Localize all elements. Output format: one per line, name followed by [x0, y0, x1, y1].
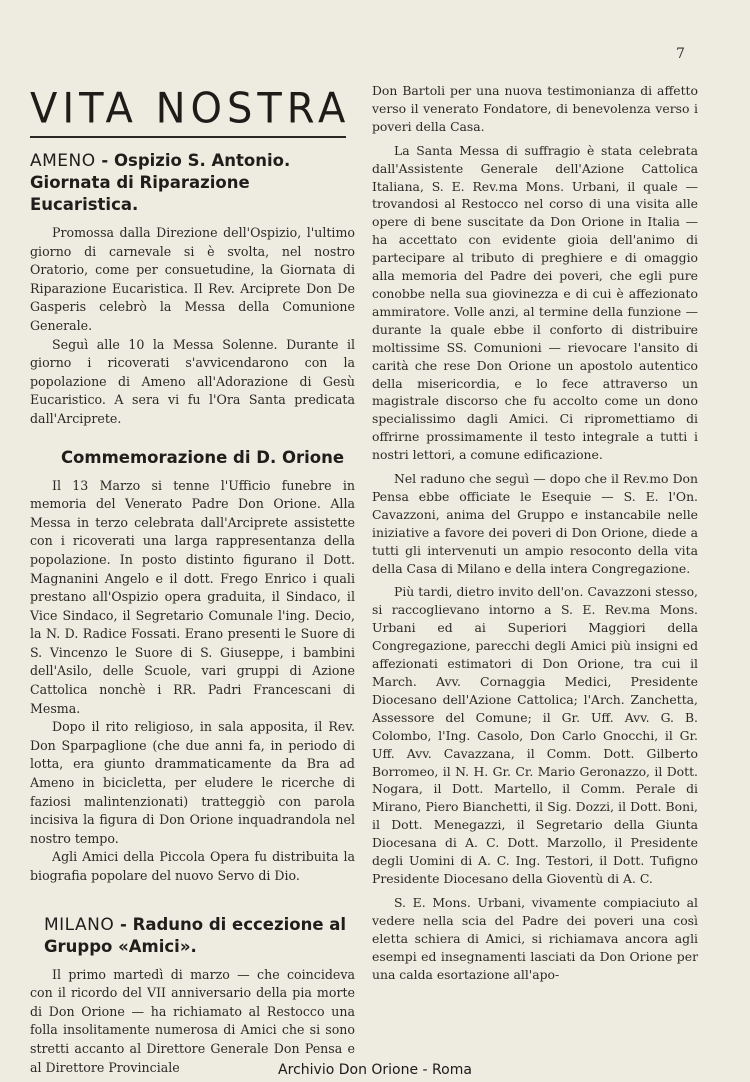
- left-column: [30, 82, 355, 1077]
- ameno-title: - Ospizio S. Antonio. Giornata di Riparazione Eucaristica.: [30, 151, 291, 214]
- milano-place: MILANO: [44, 914, 115, 935]
- commemorazione-paragraph-1: Il 13 Marzo si tenne l'Ufficio funebre in memoria del Venerato Padre Don Orione. Alla Messa in terzo celebrata dall'Arciprete assistette con i ricoverati una larga rappresentanza della popolazione. In posto distinto figurano il Dott. Magnanini Angelo e il dott. Frego Enrico i quali prestano all'Ospizio opera graduita, il Sindaco, il Vice Sindaco, il Segretario Comunale l'ing. Decio, la N. D. Radice Fossati. Erano presenti le Suore di S. Vincenzo le Suore di S. Giuseppe, i bambini dell'Asilo, delle Scuole, vari gruppi di Azione Cattolica nonchè i RR. Padri Francescani di Mesma.: [30, 477, 355, 716]
- ameno-heading: [30, 150, 355, 216]
- milano-paragraph-urbani: S. E. Mons. Urbani, vivamente compiaciuto al vedere nella scia del Padre dei poveri una così eletta schiera di Amici, si richiamava ancora agli esempi ed insegnamenti lasciati da Don Orione per una calda esortazione all'apo-: [372, 894, 698, 982]
- milano-paragraph-messa: La Santa Messa di suffragio è stata celebrata dall'Assistente Generale dell'Azione Cattolica Italiana, S. E. Rev.ma Mons. Urbani, il quale — trovandosi al Restocco nel corso di una visita alle opere di bene suscitate da Don Orione in Italia — ha accettato con evidente gioia dell'animo di partecipare al tributo di preghiere e di omaggio alla memoria del Padre dei poveri, che egli pure conobbe nella sua giovinezza e di cui è affezionato ammiratore. Volle anzi, al termine della funzione — durante la quale ebbe il conforto di distribuire moltissime SS. Comunioni — rievocare l'ansito di carità che rese Don Orione un apostolo autentico della misericordia, e lo fece attraverso un magistrale discorso che fu accolto come un dono specialissimo dagli Amici. Ci ripromettiamo di offrirne prossimamente il testo integrale a tutti i nostri lettori, a comune edificazione.: [372, 142, 698, 463]
- milano-paragraph-amici: Più tardi, dietro invito dell'on. Cavazzoni stesso, si raccoglievano intorno a S. E. Rev.ma Mons. Urbani ed ai Superiori Maggiori della Congregazione, parecchi degli Amici più insigni ed affezionati estimatori di Don Orione, tra cui il March. Avv. Cornaggia Medici, Presidente Diocesano dell'Azione Cattolica; l'Arch. Zanchetta, Assessore del Comune; il Gr. Uff. Avv. G. B. Colombo, l'Ing. Casolo, Don Carlo Gnocchi, il Gr. Uff. Avv. Cavazzana, il Comm. Dott. Gilberto Borromeo, il N. H. Gr. Cr. Mario Geronazzo, il Dott. Nogara, il Dott. Martello, il Comm. Perale di Mirano, Piero Bianchetti, il Sig. Dozzi, il Dott. Boni, il Dott. Menegazzi, il Segretario della Giunta Diocesana di A. C. Dott. Marzollo, il Presidente degli Uomini di A. C. Ing. Testori, il Dott. Tufigno Presidente Diocesano della Gioventù di A. C.: [372, 584, 698, 886]
- masthead-rule: [30, 136, 346, 138]
- page-number: 7: [676, 46, 685, 62]
- milano-title: - Raduno di eccezione al Gruppo «Amici».: [44, 914, 347, 956]
- milano-continuation: Don Bartoli per una nuova testimonianza di affetto verso il venerato Fondatore, di benevolenza verso i poveri della Casa.: [372, 83, 698, 134]
- commemorazione-paragraph-2: Dopo il rito religioso, in sala apposita, il Rev. Don Sparpaglione (che due anni fa, in periodo di lotta, era giunto drammaticamente da Bra ad Ameno in bicicletta, per eludere le ricerche di faziosi malintenzionati) tratteggiò con parola incisiva la figura di Don Orione inquadrandola nel nostro tempo.: [30, 719, 355, 846]
- archive-footer: Archivio Don Orione - Roma: [278, 1062, 472, 1078]
- milano-heading: [44, 914, 355, 958]
- commemorazione-heading: Commemorazione di D. Orione: [60, 447, 345, 467]
- commemorazione-paragraph-3: Agli Amici della Piccola Opera fu distribuita la biografia popolare del nuovo Servo di Dio.: [30, 849, 355, 883]
- ameno-paragraph-1: Promossa dalla Direzione dell'Ospizio, l'ultimo giorno di carnevale si è svolta, nel nostro Oratorio, come per consuetudine, la Giornata di Riparazione Eucaristica. Il Rev. Arciprete Don De Gasperis celebrò la Messa della Comunione Generale.: [30, 225, 355, 333]
- right-column: [372, 82, 698, 983]
- milano-paragraph-1: Il primo martedì di marzo — che coincideva con il ricordo del VII anniversario della pia morte di Don Orione — ha richiamato al Restocco una folla insolitamente numerosa di Amici che si sono stretti accanto al Direttore Generale Don Pensa e al Direttore Provinciale: [30, 966, 355, 1075]
- milano-paragraph-raduno: Nel raduno che seguì — dopo che il Rev.mo Don Pensa ebbe officiate le Esequie — S. E. l'On. Cavazzoni, anima del Gruppo e instancabile nelle iniziative a favore dei poveri di Don Orione, diede a tutti gli intervenuti un ampio resoconto della vita della Casa di Milano e della intera Congregazione.: [372, 471, 698, 576]
- masthead-title: VITA NOSTRA: [30, 84, 351, 134]
- ameno-place: AMENO: [30, 151, 96, 171]
- ameno-paragraph-2: Seguì alle 10 la Messa Solenne. Durante il giorno i ricoverati s'avvicendarono con la popolazione di Ameno all'Adorazione di Gesù Eucaristico. A sera vi fu l'Ora Santa predicata dall'Arciprete.: [30, 336, 355, 426]
